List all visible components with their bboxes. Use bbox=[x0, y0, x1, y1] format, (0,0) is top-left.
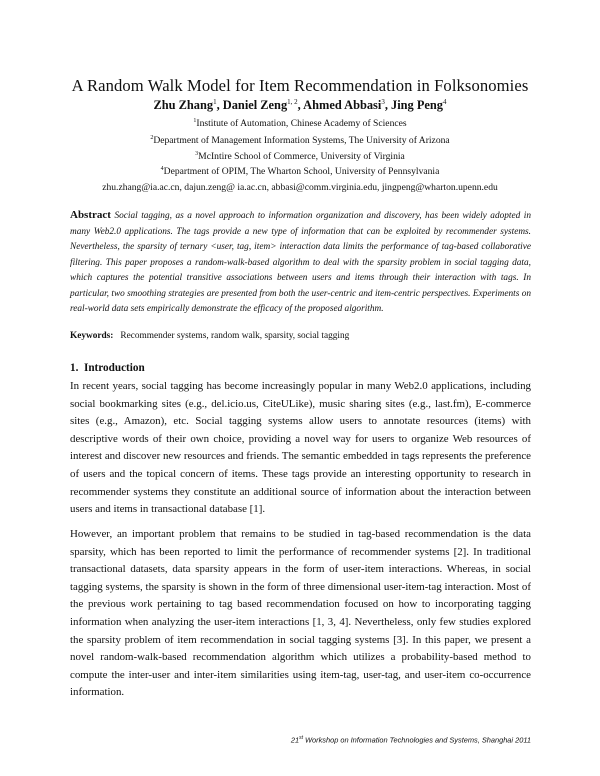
keywords-label: Keywords: bbox=[70, 331, 114, 341]
affiliation: $^4$Department of OPIM, The Wharton School, University of Pennsylvania bbox=[160, 166, 440, 178]
author-affiliation-mark: 3 bbox=[381, 98, 385, 106]
page-footer: 21st Workshop on Information Technologies and Systems, Shanghai 2011 bbox=[290, 735, 531, 745]
author-emails: zhu.zhang@ia.ac.cn, dajun.zeng@ ia.ac.cn, abbasi@comm.virginia.edu, jingpeng@wharton.upenn.edu bbox=[102, 182, 498, 193]
author-affiliation-mark: 1, 2 bbox=[287, 98, 298, 106]
author-affiliation-mark: 4 bbox=[443, 98, 447, 106]
section-title: Introduction bbox=[83, 362, 145, 374]
author-affiliation-mark: 1 bbox=[213, 98, 217, 106]
section-heading bbox=[70, 362, 145, 374]
abstract-text: Social tagging, as a novel approach to information organization and discovery, has been widely adopted in many Web2.0 applications. The tags provide a new type of information that can be exploited by recommender systems. Nevertheless, the sparsity of ternary <user, tag, item> interaction data limits the performance of tag-based collaborative filtering. This paper proposes a random-walk-based algorithm to deal with the sparsity problem in social tagging data, which captures the potential transitive associations between users and items through their interaction with tags. In particular, two smoothing strategies are presented from both the user-centric and item-centric perspectives. Experiments on real-world data sets empirically demonstrate the efficacy of the proposed algorithm. bbox=[70, 211, 532, 314]
abstract-label: Abstract bbox=[70, 209, 111, 221]
body-paragraph: However, an important problem that remains to be studied in tag-based recommendation is the data sparsity, which has been reported to limit the performance of recommender systems [2]. In traditional transactional datasets, data sparsity appears in the form of user-item interactions. Whereas, in social tagging systems, the sparsity is shown in the form of three dimensional user-item-tag interaction. Most of the previous work pertaining to tag based recommendation focused on how to incorporating tagging information when analyzing the user-item interactions [1, 3, 4]. Nevertheless, only few studies explored the sparsity problem of item recommendation in social tagging systems [3]. In this paper, we present a novel random-walk-based recommendation algorithm which utilizes a probability-based method to compute the inter-user and inter-item similarities using item-tag, user-tag, and user-item co-occurrence information. bbox=[70, 528, 531, 699]
author-name: Ahmed Abbasi bbox=[303, 98, 382, 113]
author-list: Zhu Zhang$^1$, Daniel Zeng$^{1, 2}$, Ahmed Abbasi$^3$, Jing Peng$^4$ bbox=[153, 98, 447, 113]
affiliation: $^1$Institute of Automation, Chinese Academy of Sciences bbox=[193, 118, 407, 130]
body-paragraph: In recent years, social tagging has become increasingly popular in many Web2.0 applications, including social bookmarking sites (e.g., del.icio.us, CiteULike), music sharing sites (e.g., last.fm), E-commerce sites (e.g., Amazon), etc. Social tagging systems allow users to annotate resources (items) with descriptive words of their own choice, providing a novel way for users to organize Web resources of interest and discover new resources and friends. The semantic embedded in tags represents the preference of users and the topical concern of items. These tags provide an interesting opportunity to research in recommender systems they constitute an additional source of information about the interaction between users and items in transactional database [1]. bbox=[70, 380, 531, 516]
author-name: Zhu Zhang bbox=[153, 98, 214, 113]
section-number: 1. bbox=[70, 362, 79, 374]
paper-title: A Random Walk Model for Item Recommendation in Folksonomies bbox=[71, 76, 529, 95]
author-name: Jing Peng bbox=[391, 98, 444, 113]
abstract bbox=[70, 208, 531, 318]
keywords bbox=[70, 331, 531, 341]
author-name: Daniel Zeng bbox=[222, 98, 288, 113]
keywords-text: Recommender systems, random walk, sparsity, social tagging bbox=[120, 331, 350, 341]
affiliation: $^3$McIntire School of Commerce, University of Virginia bbox=[195, 151, 405, 163]
affiliation: $^2$Department of Management Information Systems, The University of Arizona bbox=[150, 135, 450, 147]
